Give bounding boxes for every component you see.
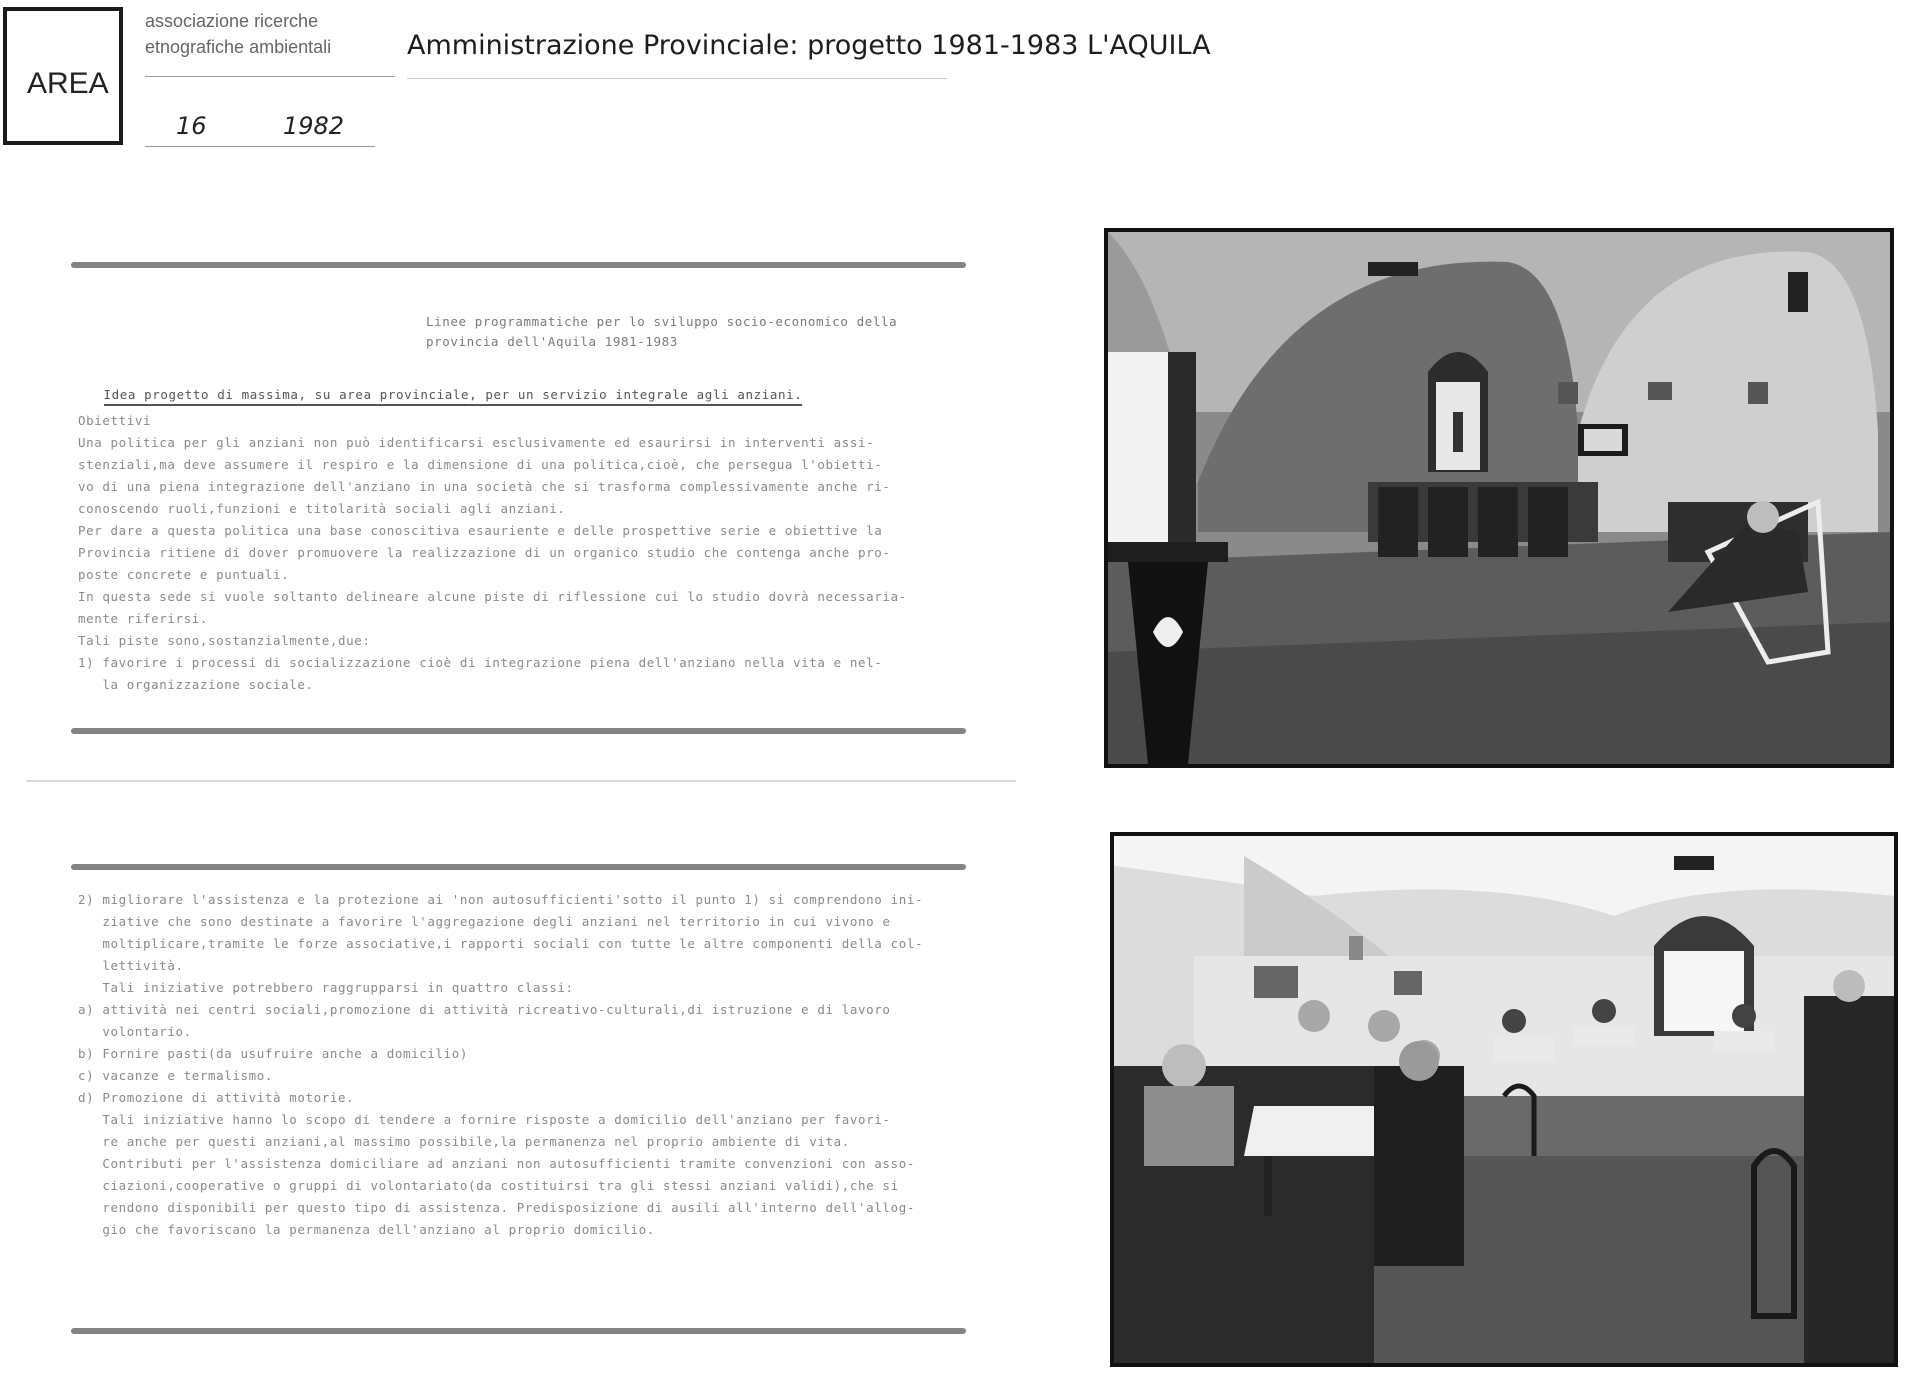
logo-text: AREA	[27, 67, 109, 100]
header-rule-bottom	[145, 146, 375, 147]
text-line: Tali piste sono,sostanzialmente,due:	[78, 633, 371, 648]
text-line: lettività.	[78, 958, 184, 973]
header-rule	[145, 76, 395, 77]
text-line: re anche per questi anziani,al massimo possibile,la permanenza nel proprio ambiente di vita.	[78, 1134, 850, 1149]
text-line: la organizzazione sociale.	[78, 677, 314, 692]
program-subheading: Idea progetto di massima, su area provinciale, per un servizio integrale agli anziani.	[71, 372, 802, 417]
text-line: rendono disponibili per questo tipo di assistenza. Predisposizione di ausili all'interno dell'allog-	[78, 1200, 915, 1215]
text-panel-bottom	[26, 850, 1016, 1380]
text-line: Provincia ritiene di dover promuovere la realizzazione di un organico studio che contenga anche pro-	[78, 545, 891, 560]
title-rule	[407, 78, 947, 79]
text-line: mente riferirsi.	[78, 611, 209, 626]
text-line: c) vacanze e termalismo.	[78, 1068, 274, 1083]
text-line: d) Promozione di attività motorie.	[78, 1090, 355, 1105]
text-line: conoscendo ruoli,funzioni e titolarità sociali agli anziani.	[78, 501, 566, 516]
panel-top-bar-bottom	[71, 728, 966, 734]
association-line-1: associazione ricerche	[145, 11, 319, 31]
text-line: Tali iniziative potrebbero raggrupparsi in quattro classi:	[78, 980, 574, 995]
text-line: 2) migliorare l'assistenza e la protezione ai 'non autosufficienti'sotto il punto 1) si comprendono ini-	[78, 892, 924, 907]
text-line: ciazioni,cooperative o gruppi di volontariato(da costituirsi tra gli stessi anziani validi),che si	[78, 1178, 899, 1193]
text-panel-top	[26, 240, 1016, 782]
text-line: Obiettivi	[78, 413, 152, 428]
text-line: gio che favoriscano la permanenza dell'anziano al proprio domicilio.	[78, 1222, 655, 1237]
association-name	[145, 8, 331, 60]
association-line-2: etnografiche ambientali	[145, 37, 332, 57]
lounge-photo	[1104, 228, 1894, 768]
text-line: Tali iniziative hanno lo scopo di tendere a fornire risposte a domicilio dell'anziano per favori-	[78, 1112, 891, 1127]
text-line: ziative che sono destinate a favorire l'aggregazione degli anziani nel territorio in cui vivono e	[78, 914, 891, 929]
text-line: 1) favorire i processi di socializzazione cioè di integrazione piena dell'anziano nella vita e nel-	[78, 655, 883, 670]
card-room-photo-graphic	[1114, 836, 1894, 1363]
lounge-photo-graphic	[1108, 232, 1890, 764]
panel-bottom-bar-bottom	[71, 1328, 966, 1334]
text-line: Per dare a questa politica una base conoscitiva esauriente e delle prospettive serie e obiettive la	[78, 523, 883, 538]
text-line: stenziali,ma deve assumere il respiro e la dimensione di una politica,cioè, che persegua l'obietti-	[78, 457, 883, 472]
issue-number: 16	[176, 112, 207, 140]
panel-bottom-bar	[71, 864, 966, 870]
text-line: In questa sede si vuole soltanto delineare alcune piste di riflessione cui lo studio dovrà necessaria-	[78, 589, 907, 604]
panel-top-bar	[71, 262, 966, 268]
text-line: vo di una piena integrazione dell'anziano in una società che si trasforma complessivamente anche ri-	[78, 479, 891, 494]
text-line: moltiplicare,tramite le forze associative,i rapporti sociali con tutte le altre componenti della col-	[78, 936, 924, 951]
text-line: Una politica per gli anziani non può identificarsi esclusivamente ed esaurirsi in interventi assi-	[78, 435, 875, 450]
text-line: poste concrete e puntuali.	[78, 567, 290, 582]
text-line: a) attività nei centri sociali,promozione di attività ricreativo-culturali,di istruzione e di lavoro	[78, 1002, 891, 1017]
text-line: Contributi per l'assistenza domiciliare ad anziani non autosufficienti tramite convenzioni con asso-	[78, 1156, 915, 1171]
text-line: b) Fornire pasti(da usufruire anche a domicilio)	[78, 1046, 469, 1061]
program-heading: Linee programmatiche per lo sviluppo socio-economico della provincia dell'Aquila 1981-1983	[426, 314, 898, 349]
issue-year: 1982	[283, 112, 345, 140]
page-title: Amministrazione Provinciale: progetto 1981-1983 L'AQUILA	[407, 30, 1211, 61]
area-logo	[3, 7, 123, 145]
card-room-photo	[1110, 832, 1898, 1367]
text-line: volontario.	[78, 1024, 192, 1039]
